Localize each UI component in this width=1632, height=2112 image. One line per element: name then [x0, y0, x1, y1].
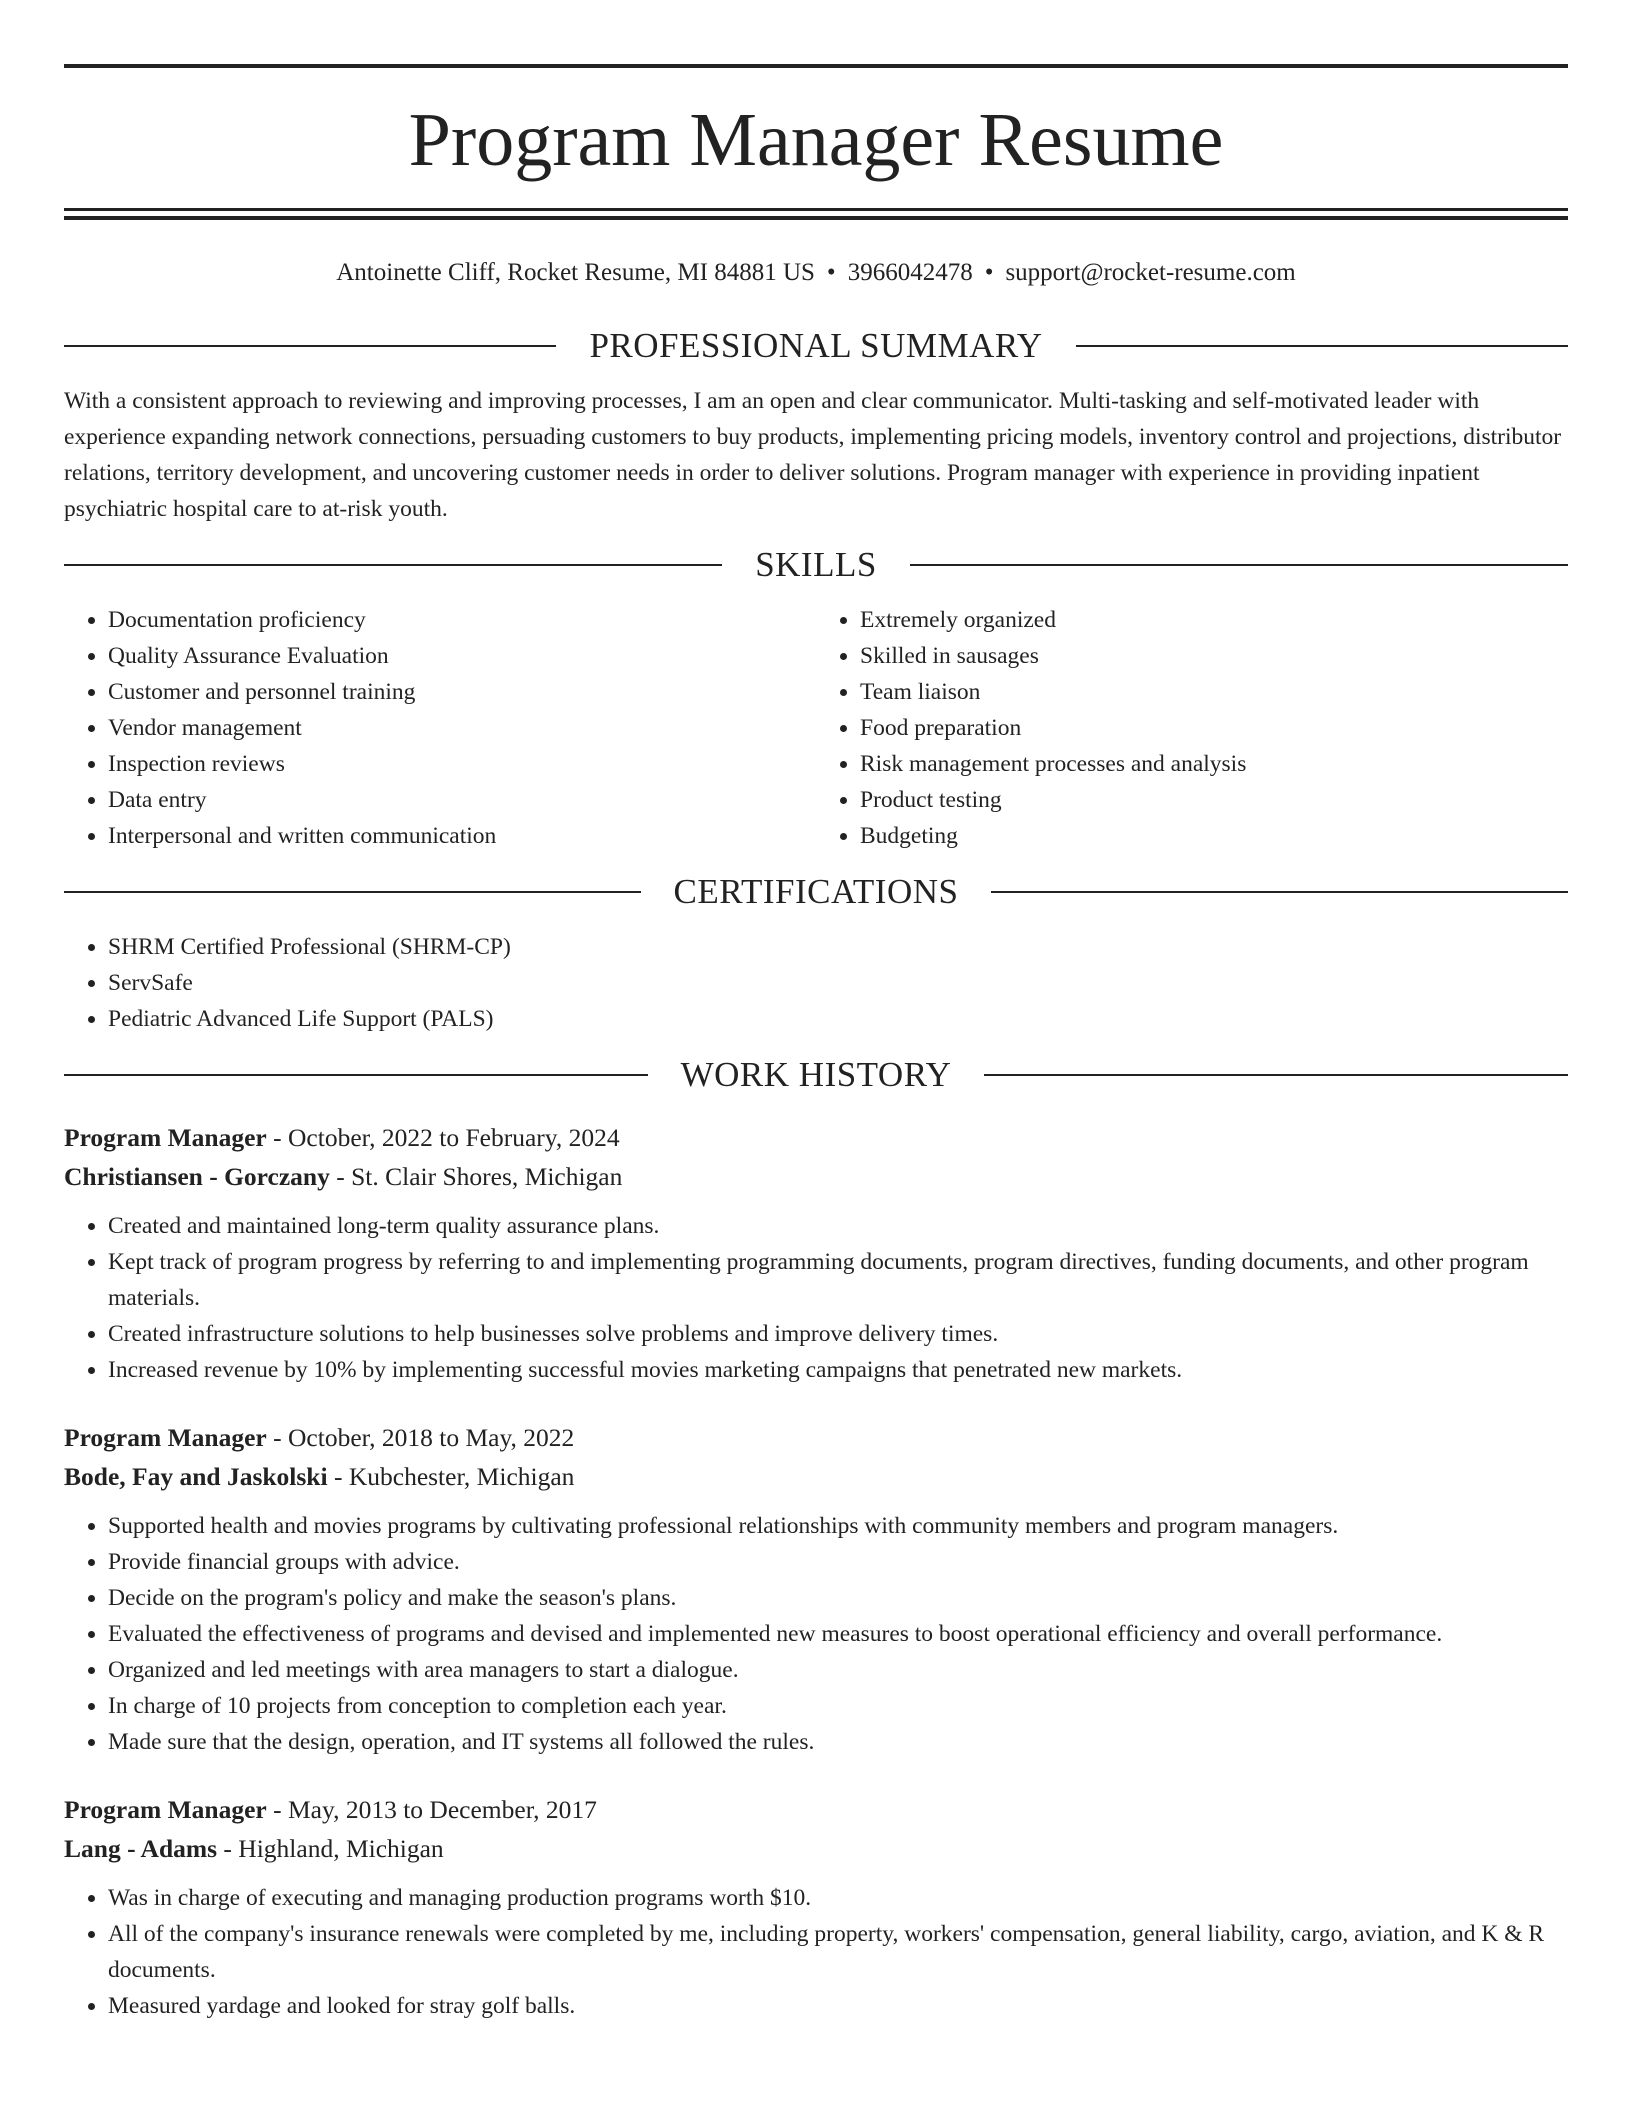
job-title-line	[64, 1790, 1568, 1829]
job-entry	[64, 1790, 1568, 2024]
job-entry	[64, 1418, 1568, 1760]
skill-item: • Interpersonal and written communication	[108, 818, 816, 854]
job-bullet: • Increased revenue by 10% by implementing successful movies marketing campaigns that penetrated new markets.	[108, 1352, 1568, 1388]
contact-line	[64, 258, 1568, 288]
heading-rule	[910, 564, 1568, 566]
skill-item: • Skilled in sausages	[860, 638, 1568, 674]
job-bullets	[64, 1508, 1568, 1760]
job-title: Program Manager	[64, 1795, 267, 1824]
job-dates: - May, 2013 to December, 2017	[266, 1795, 597, 1824]
job-bullet: • Decide on the program's policy and make the season's plans.	[108, 1580, 1568, 1616]
job-dates: - October, 2022 to February, 2024	[266, 1123, 620, 1152]
job-entry	[64, 1118, 1568, 1388]
heading-rule	[64, 891, 641, 893]
job-company: Bode, Fay and Jaskolski	[64, 1462, 328, 1491]
job-company-line	[64, 1157, 1568, 1196]
work-history	[64, 1118, 1568, 2024]
skill-item: • Team liaison	[860, 674, 1568, 710]
skills-column-right	[816, 602, 1568, 854]
work-heading: WORK HISTORY	[680, 1055, 952, 1094]
job-bullet: • Created infrastructure solutions to help businesses solve problems and improve delivery times.	[108, 1316, 1568, 1352]
skills-list	[64, 602, 1568, 854]
contact-address: Antoinette Cliff, Rocket Resume, MI 84881 US	[336, 259, 815, 286]
job-company-line	[64, 1457, 1568, 1496]
heading-rule	[991, 891, 1568, 893]
certifications-heading: CERTIFICATIONS	[673, 872, 959, 911]
certification-item: • SHRM Certified Professional (SHRM-CP)	[108, 929, 1568, 965]
job-bullet: • Evaluated the effectiveness of programs and devised and implemented new measures to boost operational efficiency and overall performance.	[108, 1616, 1568, 1652]
job-location: - Kubchester, Michigan	[327, 1462, 575, 1491]
certifications-list	[64, 929, 1568, 1037]
certifications-section-heading	[64, 874, 1568, 909]
summary-text: With a consistent approach to reviewing and improving processes, I am an open and clear communicator. Multi-tasking and self-motivated leader with experience expanding network connections, persuading customers to buy products, implementing pricing models, inventory control and projections, distributor relations, territory development, and uncovering customer needs in order to deliver solutions. Program manager with experience in providing inpatient psychiatric hospital care to at-risk youth.	[64, 388, 1562, 522]
skill-item: • Vendor management	[108, 710, 816, 746]
skill-item: • Data entry	[108, 782, 816, 818]
job-bullet: • Kept track of program progress by referring to and implementing programming documents, program directives, funding documents, and other program materials.	[108, 1244, 1568, 1316]
skill-item: • Product testing	[860, 782, 1568, 818]
skill-item: • Budgeting	[860, 818, 1568, 854]
job-company: Christiansen - Gorczany	[64, 1162, 330, 1191]
job-dates: - October, 2018 to May, 2022	[266, 1423, 575, 1452]
skill-item: • Risk management processes and analysis	[860, 746, 1568, 782]
contact-phone: 3966042478	[847, 259, 973, 286]
summary-section-heading	[64, 328, 1568, 363]
skills-section-heading	[64, 547, 1568, 582]
job-bullets	[64, 1208, 1568, 1388]
skill-item: • Inspection reviews	[108, 746, 816, 782]
job-title: Program Manager	[64, 1123, 267, 1152]
heading-rule	[1076, 345, 1568, 347]
skill-item: • Food preparation	[860, 710, 1568, 746]
job-bullet: • Supported health and movies programs by cultivating professional relationships with community members and program managers.	[108, 1508, 1568, 1544]
resume-title: Program Manager Resume	[408, 98, 1224, 182]
top-rule	[64, 64, 1568, 68]
job-bullet: • Was in charge of executing and managing production programs worth $10.	[108, 1880, 1568, 1916]
job-bullet: • All of the company's insurance renewals were completed by me, including property, workers' compensation, general liability, cargo, aviation, and K & R documents.	[108, 1916, 1568, 1988]
skill-item: • Documentation proficiency	[108, 602, 816, 638]
certification-item: • ServSafe	[108, 965, 1568, 1001]
job-bullet: • Created and maintained long-term quality assurance plans.	[108, 1208, 1568, 1244]
job-bullet: • Made sure that the design, operation, and IT systems all followed the rules.	[108, 1724, 1568, 1760]
contact-email: support@rocket-resume.com	[1005, 259, 1296, 286]
job-location: - St. Clair Shores, Michigan	[329, 1162, 623, 1191]
job-bullets	[64, 1880, 1568, 2024]
heading-rule	[64, 1074, 648, 1076]
heading-rule	[64, 564, 722, 566]
job-title-line	[64, 1118, 1568, 1157]
job-location: - Highland, Michigan	[217, 1834, 444, 1863]
job-title-line	[64, 1418, 1568, 1457]
contact-separator: •	[826, 259, 836, 286]
skills-heading: SKILLS	[755, 545, 877, 584]
work-section-heading	[64, 1057, 1568, 1092]
job-bullet: • Organized and led meetings with area managers to start a dialogue.	[108, 1652, 1568, 1688]
contact-separator: •	[984, 259, 994, 286]
summary-heading: PROFESSIONAL SUMMARY	[589, 326, 1043, 365]
skill-item: • Customer and personnel training	[108, 674, 816, 710]
skill-item: • Quality Assurance Evaluation	[108, 638, 816, 674]
job-bullet: • Provide financial groups with advice.	[108, 1544, 1568, 1580]
job-title: Program Manager	[64, 1423, 267, 1452]
certification-item: • Pediatric Advanced Life Support (PALS)	[108, 1001, 1568, 1037]
heading-rule	[984, 1074, 1568, 1076]
title-double-rule	[64, 208, 1568, 220]
job-bullet: • Measured yardage and looked for stray golf balls.	[108, 1988, 1568, 2024]
heading-rule	[64, 345, 556, 347]
job-bullet: • In charge of 10 projects from conception to completion each year.	[108, 1688, 1568, 1724]
skill-item: • Extremely organized	[860, 602, 1568, 638]
skills-column-left	[64, 602, 816, 854]
job-company: Lang - Adams	[64, 1834, 218, 1863]
job-company-line	[64, 1829, 1568, 1868]
